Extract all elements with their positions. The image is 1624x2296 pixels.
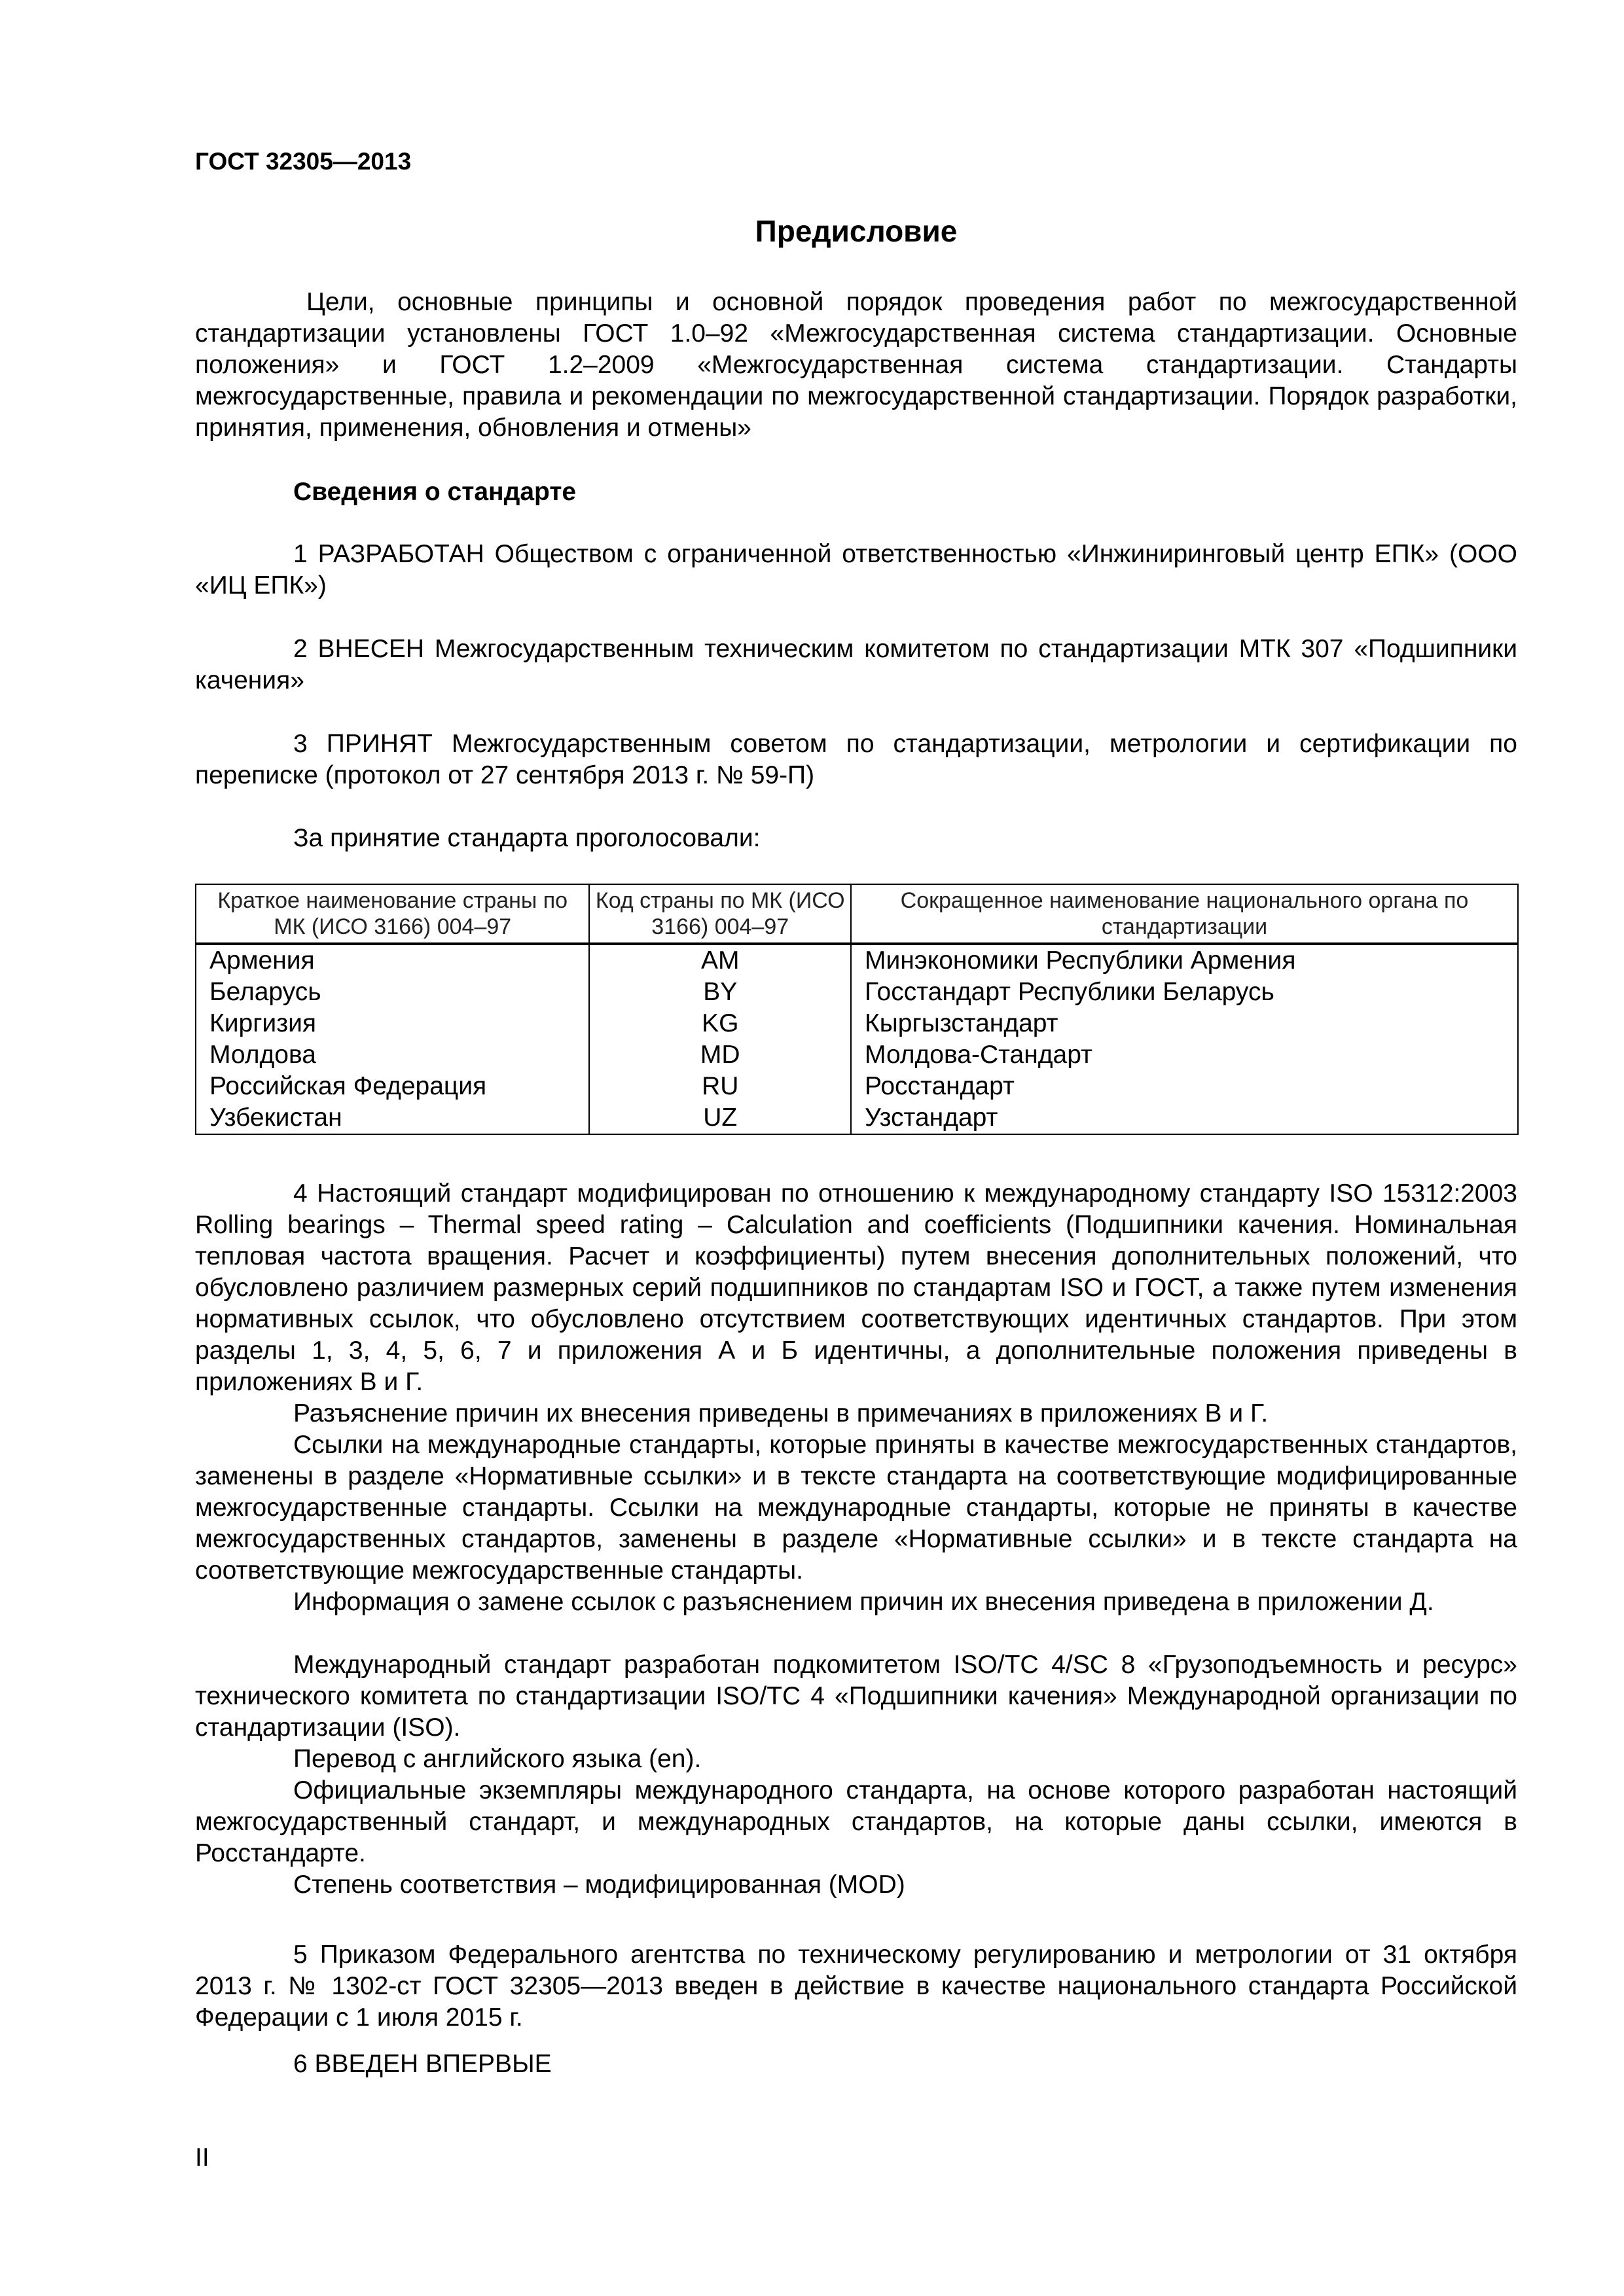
- cell-country: Киргизия: [196, 1008, 589, 1039]
- cell-country: Узбекистан: [196, 1102, 589, 1134]
- cell-code: RU: [589, 1071, 851, 1102]
- item-modified: 4 Настоящий стандарт модифицирован по отношению к международному стандарту ISO 15312:2003 Rolling bearings – Thermal speed rating – Calculation and coefficients (Подшипники качения. Номинальная тепловая частота вращения. Расчет и коэффициенты) путем внесения дополнительных положений, что обусловлено различием размерных серий подшипников по стандартам ISO и ГОСТ, а также путем изменения нормативных ссылок, что обусловлено отсутствием соответствующих идентичных стандартов. При этом разделы 1, 3, 4, 5, 6, 7 и приложения А и Б идентичны, а дополнительные положения приведены в приложениях В и Г.: [195, 1179, 1517, 1396]
- paragraph-explanation: Разъяснение причин их внесения приведены в примечаниях в приложениях В и Г.: [293, 1399, 1269, 1427]
- page-number: II: [195, 2144, 209, 2172]
- cell-code: KG: [589, 1008, 851, 1039]
- table-row: [196, 1071, 1518, 1102]
- cell-body: Кыргызстандарт: [851, 1008, 1518, 1039]
- table-header-row: [196, 884, 1518, 944]
- cell-body: Молдова-Стандарт: [851, 1039, 1518, 1071]
- item-submitted: 2 ВНЕСЕН Межгосударственным техническим комитетом по стандартизации МТК 307 «Подшипники качения»: [195, 635, 1517, 694]
- paragraph-translation: Перевод с английского языка (en).: [293, 1745, 702, 1773]
- table-row: [196, 1102, 1518, 1134]
- column-header-body: Сокращенное наименование национального органа по стандартизации: [851, 884, 1518, 944]
- cell-body: Узстандарт: [851, 1102, 1518, 1134]
- table-row: [196, 1039, 1518, 1071]
- paragraph-references: Ссылки на международные стандарты, которые приняты в качестве межгосударственных стандартов, заменены в разделе «Нормативные ссылки» и в тексте стандарта на соответствующие модифицированные межгосударственные стандарты. Ссылки на международные стандарты, которые не приняты в качестве межгосударственных стандартов, заменены в разделе «Нормативные ссылки» и в тексте стандарта на соответствующие межгосударственные стандарты.: [195, 1431, 1517, 1585]
- cell-body: Госстандарт Республики Беларусь: [851, 977, 1518, 1008]
- column-header-country: Краткое наименование страны по МК (ИСО 3166) 004–97: [196, 884, 589, 944]
- cell-code: MD: [589, 1039, 851, 1071]
- column-header-code: Код страны по МК (ИСО 3166) 004–97: [589, 884, 851, 944]
- document-code: ГОСТ 32305—2013: [195, 148, 412, 175]
- cell-code: AM: [589, 944, 851, 977]
- item-introduced: 6 ВВЕДЕН ВПЕРВЫЕ: [293, 2050, 552, 2078]
- voting-table: [195, 884, 1519, 1135]
- cell-body: Росстандарт: [851, 1071, 1518, 1102]
- table-row: [196, 1008, 1518, 1039]
- paragraph-official-copies: Официальные экземпляры международного стандарта, на основе которого разработан настоящий межгосударственный стандарт, и международных стандартов, на которые даны ссылки, имеются в Росстандарте.: [195, 1776, 1517, 1867]
- table-row: [196, 977, 1518, 1008]
- intro-paragraph: Цели, основные принципы и основной порядок проведения работ по межгосударственной стандартизации установлены ГОСТ 1.0–92 «Межгосударственная система стандартизации. Основные положения» и ГОСТ 1.2–2009 «Межгосударственная система стандартизации. Стандарты межгосударственные, правила и рекомендации по межгосударственной стандартизации. Порядок разработки, принятия, применения, обновления и отмены»: [195, 288, 1517, 442]
- paragraph-reference-info: Информация о замене ссылок с разъяснением причин их внесения приведена в приложении Д.: [293, 1588, 1434, 1616]
- cell-code: BY: [589, 977, 851, 1008]
- paragraph-iso-committee: Международный стандарт разработан подкомитетом ISO/TC 4/SC 8 «Грузоподъемность и ресурс» технического комитета по стандартизации ISO/TC 4 «Подшипники качения» Международной организации по стандартизации (ISO).: [195, 1651, 1517, 1742]
- cell-country: Беларусь: [196, 977, 589, 1008]
- section-heading: Сведения о стандарте: [293, 478, 577, 506]
- table-row: [196, 944, 1518, 977]
- item-enacted: 5 Приказом Федерального агентства по техническому регулированию и метрологии от 31 октября 2013 г. № 1302-ст ГОСТ 32305—2013 введен в действие в качестве национального стандарта Российской Федерации с 1 июля 2015 г.: [195, 1941, 1517, 2032]
- cell-code: UZ: [589, 1102, 851, 1134]
- vote-intro: За принятие стандарта проголосовали:: [293, 824, 761, 852]
- cell-country: Молдова: [196, 1039, 589, 1071]
- page-title: Предисловие: [755, 214, 958, 248]
- cell-country: Российская Федерация: [196, 1071, 589, 1102]
- item-adopted: 3 ПРИНЯТ Межгосударственным советом по стандартизации, метрологии и сертификации по переписке (протокол от 27 сентября 2013 г. № 59-П): [195, 730, 1517, 789]
- paragraph-conformity: Степень соответствия – модифицированная (MOD): [293, 1871, 905, 1899]
- cell-country: Армения: [196, 944, 589, 977]
- item-developed: 1 РАЗРАБОТАН Обществом с ограниченной ответственностью «Инжиниринговый центр ЕПК» (ООО «ИЦ ЕПК»): [195, 540, 1517, 600]
- cell-body: Минэкономики Республики Армения: [851, 944, 1518, 977]
